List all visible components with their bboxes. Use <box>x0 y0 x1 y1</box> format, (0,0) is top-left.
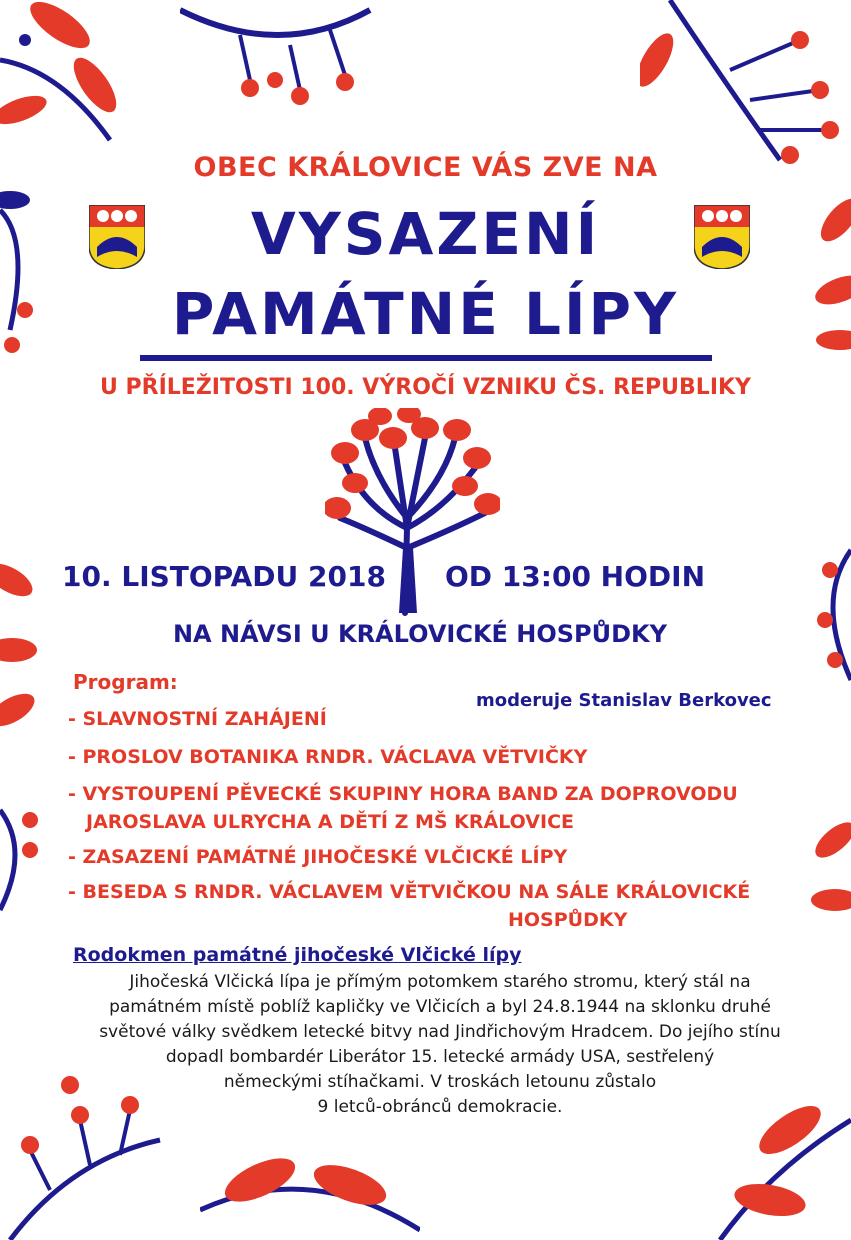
history-line: německými stíhačkami. V troskách letounu zůstalo <box>223 1072 657 1092</box>
program-item: - VYSTOUPENÍ PĚVECKÉ SKUPINY HORA BAND ZA DOPROVODU <box>68 783 738 805</box>
program-item-continued: HOSPŮDKY <box>508 909 628 931</box>
event-place: NA NÁVSI U KRÁLOVICKÉ HOSPŮDKY <box>172 620 668 648</box>
history-text <box>60 970 820 1120</box>
occasion-line: U PŘÍLEŽITOSTI 100. VÝROČÍ VZNIKU ČS. REPUBLIKY <box>100 375 751 400</box>
history-line: památném místě poblíž kapličky ve Vlčicích a byl 24.8.1944 na sklonku druhé <box>109 997 771 1017</box>
program-heading: Program: <box>73 670 178 694</box>
program-item: - PROSLOV BOTANIKA RNDR. VÁCLAVA VĚTVIČKY <box>68 746 588 768</box>
program-item: - ZASAZENÍ PAMÁTNÉ JIHOČESKÉ VLČICKÉ LÍPY <box>68 846 568 868</box>
program-item: - SLAVNOSTNÍ ZAHÁJENÍ <box>68 708 327 730</box>
branch-top-left-icon <box>0 0 140 150</box>
program-item: - BESEDA S RNDR. VÁCLAVEM VĚTVIČKOU NA SÁLE KRÁLOVICKÉ <box>68 881 751 903</box>
program-item-continued: JAROSLAVA ULRYCHA A DĚTÍ Z MŠ KRÁLOVICE <box>86 811 575 833</box>
branch-top-center-icon <box>180 0 380 110</box>
history-line: 9 letců-obránců demokracie. <box>317 1097 563 1117</box>
branch-left-middle-icon <box>0 550 45 930</box>
invite-line: OBEC KRÁLOVICE VÁS ZVE NA <box>193 152 658 183</box>
history-line: Jihočeská Vlčická lípa je přímým potomkem starého stromu, který stál na <box>129 972 751 992</box>
history-heading: Rodokmen památné jihočeské Vlčické lípy <box>73 944 522 966</box>
page-title-line1: VYSAZENÍ <box>250 200 601 268</box>
history-line: dopadl bombardér Liberátor 15. letecké armády USA, sestřelený <box>165 1047 715 1067</box>
page-title-line2: PAMÁTNÉ LÍPY <box>171 280 680 348</box>
branch-right-middle-icon <box>805 540 851 960</box>
moderator-line: moderuje Stanislav Berkovec <box>476 690 772 711</box>
event-time: OD 13:00 HODIN <box>445 560 705 593</box>
title-underline <box>140 355 712 361</box>
branch-top-right-icon <box>640 0 851 170</box>
history-line: světové války svědkem letecké bitvy nad Jindřichovým Hradcem. Do jejího stínu <box>99 1022 781 1042</box>
branch-bottom-center-icon <box>200 1120 420 1240</box>
event-date: 10. LISTOPADU 2018 <box>62 560 386 593</box>
